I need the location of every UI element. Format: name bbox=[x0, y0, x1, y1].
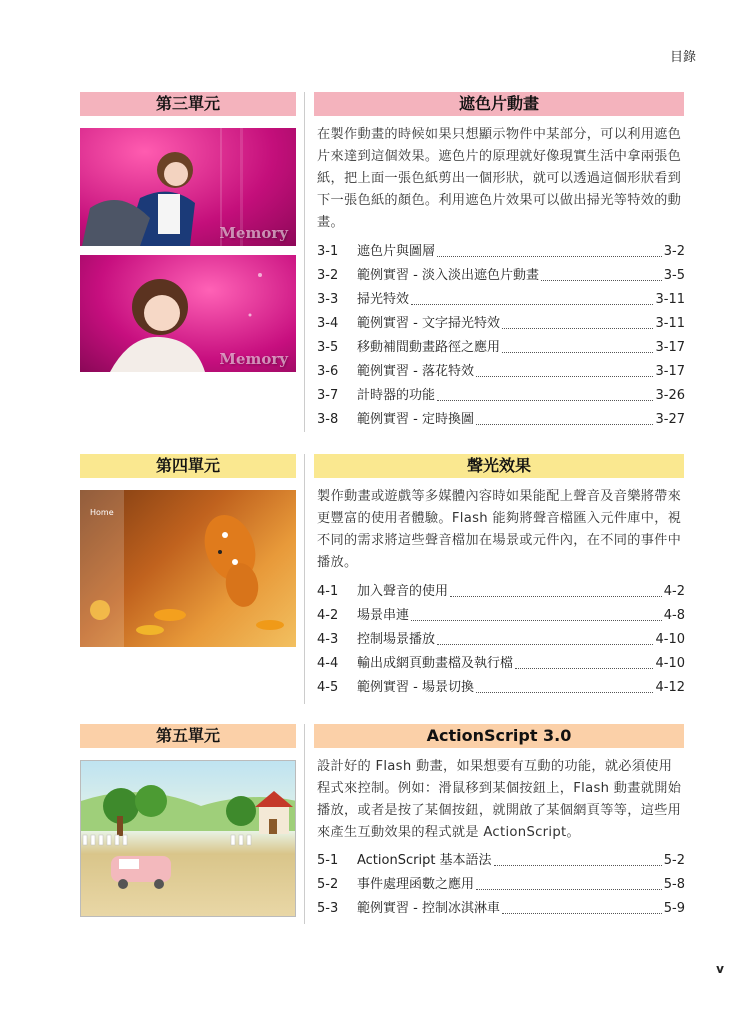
unit-5-section bbox=[80, 724, 684, 924]
toc-page: 3-27 bbox=[655, 412, 685, 427]
dot-leader bbox=[502, 336, 653, 353]
dot-leader bbox=[476, 676, 654, 693]
dot-leader bbox=[502, 312, 654, 329]
divider bbox=[304, 724, 305, 924]
toc-num: 5-2 bbox=[317, 877, 339, 892]
toc-item[interactable] bbox=[317, 312, 685, 336]
unit-label: 第四單元 bbox=[80, 454, 296, 478]
dot-leader bbox=[494, 849, 662, 866]
unit-label: 第三單元 bbox=[80, 92, 296, 116]
toc-title: 範例實習 - 落花特效 bbox=[357, 364, 474, 379]
toc-num: 3-7 bbox=[317, 388, 339, 403]
dot-leader bbox=[411, 288, 653, 305]
toc-page: 3-5 bbox=[663, 268, 685, 283]
toc-list bbox=[317, 240, 685, 432]
toc-item[interactable] bbox=[317, 360, 685, 384]
dot-leader bbox=[476, 873, 662, 890]
memory-watermark: Memory bbox=[219, 224, 288, 242]
page-header-label: 目錄 bbox=[669, 50, 696, 65]
toc-page: 3-11 bbox=[655, 316, 685, 331]
divider bbox=[304, 454, 305, 704]
toc-num: 4-2 bbox=[317, 608, 339, 623]
dot-leader bbox=[437, 240, 662, 257]
unit-description: 製作動畫或遊戲等多媒體內容時如果能配上聲音及音樂將帶來更豐富的使用者體驗。Flash 能夠將聲音檔匯入元件庫中，視不同的需求將這些聲音檔加在場景或元件內，在不同的事件中播放。 bbox=[317, 489, 682, 570]
butterfly-image bbox=[80, 490, 296, 647]
unit-label: 第五單元 bbox=[80, 724, 296, 748]
toc-title: 事件處理函數之應用 bbox=[357, 877, 475, 892]
toc-page: 3-2 bbox=[663, 244, 685, 259]
toc-title: 範例實習 - 淡入淡出遮色片動畫 bbox=[357, 268, 539, 283]
toc-num: 3-3 bbox=[317, 292, 339, 307]
toc-page: 4-10 bbox=[655, 656, 685, 671]
mask-effect-image-2 bbox=[80, 255, 296, 372]
toc-num: 3-8 bbox=[317, 412, 339, 427]
toc-item[interactable] bbox=[317, 676, 685, 700]
toc-title: 控制場景播放 bbox=[357, 632, 436, 647]
toc-item[interactable] bbox=[317, 288, 685, 312]
toc-page: 3-26 bbox=[655, 388, 685, 403]
toc-title: 範例實習 - 定時換圖 bbox=[357, 412, 474, 427]
toc-title: 移動補間動畫路徑之應用 bbox=[357, 340, 501, 355]
cartoon-scene-illustration bbox=[81, 761, 296, 917]
toc-item[interactable] bbox=[317, 628, 685, 652]
toc-page: 4-8 bbox=[663, 608, 685, 623]
home-label: Home bbox=[90, 508, 114, 517]
dot-leader bbox=[411, 604, 662, 621]
toc-list bbox=[317, 580, 685, 700]
toc-page: 4-10 bbox=[655, 632, 685, 647]
toc-num: 5-1 bbox=[317, 853, 339, 868]
toc-item[interactable] bbox=[317, 897, 685, 921]
page-number: v bbox=[716, 962, 724, 976]
toc-num: 3-2 bbox=[317, 268, 339, 283]
toc-item[interactable] bbox=[317, 873, 685, 897]
toc-num: 4-3 bbox=[317, 632, 339, 647]
toc-page: 5-8 bbox=[663, 877, 685, 892]
toc-page: 3-11 bbox=[655, 292, 685, 307]
dot-leader bbox=[437, 384, 653, 401]
toc-page: 3-17 bbox=[655, 340, 685, 355]
toc-item[interactable] bbox=[317, 604, 685, 628]
toc-num: 3-6 bbox=[317, 364, 339, 379]
toc-title: 加入聲音的使用 bbox=[357, 584, 449, 599]
toc-item[interactable] bbox=[317, 408, 685, 432]
unit-title: 聲光效果 bbox=[314, 454, 684, 478]
toc-title: 計時器的功能 bbox=[357, 388, 436, 403]
toc-num: 5-3 bbox=[317, 901, 339, 916]
toc-title: 遮色片與圖層 bbox=[357, 244, 436, 259]
unit-4-section bbox=[80, 454, 684, 704]
dot-leader bbox=[515, 652, 653, 669]
toc-num: 4-5 bbox=[317, 680, 339, 695]
dot-leader bbox=[541, 264, 662, 281]
toc-num: 4-4 bbox=[317, 656, 339, 671]
toc-title: 場景串連 bbox=[357, 608, 410, 623]
unit-description: 在製作動畫的時候如果只想顯示物件中某部分，可以利用遮色片來達到這個效果。遮色片的原理就好像現實生活中拿兩張色紙，把上面一張色紙剪出一個形狀，就可以透過這個形狀看到下一張色紙的顏色。利用遮色片效果可以做出掃光等特效的動畫。 bbox=[317, 127, 682, 230]
unit-title: ActionScript 3.0 bbox=[314, 724, 684, 748]
toc-list bbox=[317, 849, 685, 921]
toc-title: 輸出成網頁動畫檔及執行檔 bbox=[357, 656, 514, 671]
toc-page: 4-2 bbox=[663, 584, 685, 599]
dot-leader bbox=[450, 580, 662, 597]
dot-leader bbox=[437, 628, 653, 645]
toc-title: 掃光特效 bbox=[357, 292, 410, 307]
memory-watermark: Memory bbox=[219, 350, 288, 368]
toc-title: ActionScript 基本語法 bbox=[357, 853, 492, 868]
toc-title: 範例實習 - 場景切換 bbox=[357, 680, 474, 695]
ice-cream-truck-image bbox=[80, 760, 296, 917]
unit-3-section bbox=[80, 92, 684, 432]
dot-leader bbox=[476, 360, 654, 377]
toc-num: 3-5 bbox=[317, 340, 339, 355]
toc-title: 範例實習 - 文字掃光特效 bbox=[357, 316, 500, 331]
mask-effect-image-1 bbox=[80, 128, 296, 246]
toc-item[interactable] bbox=[317, 580, 685, 604]
toc-item[interactable] bbox=[317, 849, 685, 873]
toc-page: 5-2 bbox=[663, 853, 685, 868]
dot-leader bbox=[476, 408, 654, 425]
toc-item[interactable] bbox=[317, 652, 685, 676]
divider bbox=[304, 92, 305, 432]
toc-item[interactable] bbox=[317, 384, 685, 408]
dot-leader bbox=[502, 897, 662, 914]
toc-num: 4-1 bbox=[317, 584, 339, 599]
toc-page: 5-9 bbox=[663, 901, 685, 916]
toc-item[interactable] bbox=[317, 240, 685, 264]
unit-title: 遮色片動畫 bbox=[314, 92, 684, 116]
toc-title: 範例實習 - 控制冰淇淋車 bbox=[357, 901, 500, 916]
toc-num: 3-4 bbox=[317, 316, 339, 331]
toc-num: 3-1 bbox=[317, 244, 339, 259]
unit-description: 設計好的 Flash 動畫，如果想要有互動的功能，就必須使用程式來控制。例如：滑鼠移到某個按鈕上，Flash 動畫就開始播放，或者是按了某個按鈕，就開啟了某個網頁等等，這些用來產生互動效果的程式就是 ActionScript。 bbox=[317, 759, 682, 840]
toc-item[interactable] bbox=[317, 336, 685, 360]
toc-page: 3-17 bbox=[655, 364, 685, 379]
toc-item[interactable] bbox=[317, 264, 685, 288]
toc-page: 4-12 bbox=[655, 680, 685, 695]
